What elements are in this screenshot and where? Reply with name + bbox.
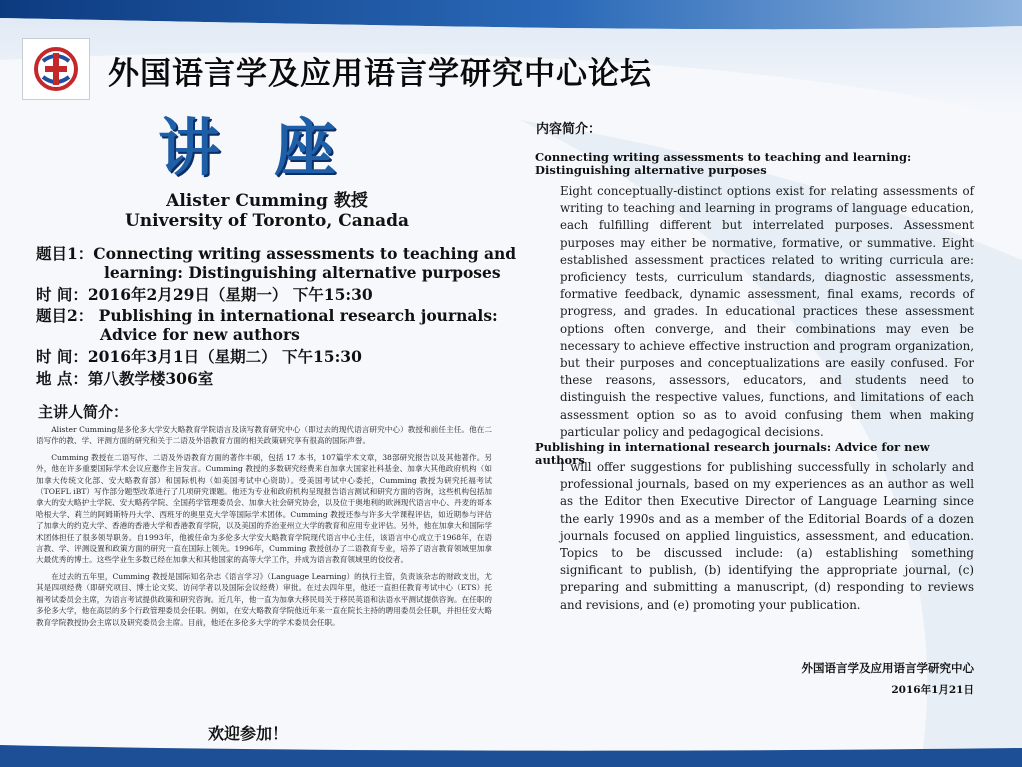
topic1-line2: learning: Distinguishing alternative purposes [104,263,501,282]
welcome-text: 欢迎参加！ [208,724,289,743]
topic1-line1: 题目1：Connecting writing assessments to teaching and [36,244,517,263]
speaker-intro-heading: 主讲人简介： [38,403,129,421]
time1: 时 间：2016年2月29日（星期一） 下午15:30 [36,285,373,304]
bio-paragraph: Alister Cumming是多伦多大学安大略教育学院语言及读写教育研究中心（即过去的现代语言研究中心）教授和前任主任。他在二语写作的教、学、评测方面的研究和关于二语及外语教育方面的相关政策研究享有很高的国际声誉。 [36,425,492,446]
location: 地 点：第八教学楼306室 [36,369,214,388]
lecture-title: 讲座 [158,111,391,184]
abstract1-body: Eight conceptually-distinct options exist for relating assessments of writing to teaching and learning in programs of language education, each fulfilling different but interrelated purposes. Assessment purposes may either be normative, formative, or summative. Eight established assessment practices related to writing curricula are: proficiency tests, curriculum standards, diagnostic assessments, formative feedback, dynamic assessment, final exams, records of progress, and grades. In educational practices these assessment options often converge, and their combinations may even be necessary to achieve effective instruction and program organization, but their purposes and conceptualizations are easily confused. For these reasons, assessors, educators, and students need to distinguish the respective values, functions, and limitations of each assessment option so as to avoid confusing them when making particular policy and pedagogical decisions. [560,184,974,439]
speaker-affiliation: University of Toronto, Canada [124,211,410,231]
time2: 时 间：2016年3月1日（星期二） 下午15:30 [36,347,362,366]
speaker-name: Alister Cumming 教授 [166,191,368,211]
logo [22,38,90,100]
bio-paragraph: Cumming 教授在二语写作、二语及外语教育方面的著作丰硕，包括 17 本书，107篇学术文章，38部研究报告以及其他著作。另外，他在许多重要国际学术会议应邀作主旨发言。Cumming 教授的多数研究经费来自加拿大国家社科基金、加拿大其他政府机构（如加拿大传统文化部、安大略教育部）和国际机构（如美国考试中心资助）。受美国考试中心委托，Cumming 教授为研究托福考试（TOEFL iBT）写作部分题型改革进行了几项研究课题。他还为专业和政府机构呈现报告语言测试和研究方面的咨询，这些机构包括加拿大的安大略护士学院、安大略药学院、全国药学管理委员会、加拿大社会研究协会，以及位于奥地利的欧洲现代语言中心、丹麦的哥本哈根大学、莉兰的阿姆斯特丹大学、西班牙的奥里克大学等国际学术团体。Cumming 教授还参与许多大学课程评估，如近期参与评估了加拿大的约克大学、香港的香港大学和香港教育学院，以及美国的乔治亚州立大学的教育和应用专业评估。另外，他在加拿大和国际学术团体担任了很多领导职务。自1993年，他被任命为多伦多大学安大略教育学院现代语言中心主任，该语言中心成立于1968年，在语言教、学、评测设置和政策方面的研究一直在国际上领先。1996年，Cumming 教授创办了二语教育专业，培养了语言教育领域里加拿大最优秀的博士。这些学业生多数已经在加拿大和其他国家的高等大学工作，并成为语言教育领域里的佼佼者。 [36,452,492,565]
topic2-line1: 题目2： Publishing in international research journals: [36,306,498,325]
forum-title: 外国语言学及应用语言学研究中心论坛 [108,56,652,92]
abstract1-title: Connecting writing assessments to teaching and learning: Distinguishing alternative purposes [535,150,912,177]
university-emblem-icon [23,39,89,99]
signature-date: 2016年1月21日 [891,684,974,696]
speaker-bio [36,424,492,633]
signature-organization: 外国语言学及应用语言学研究中心 [801,661,974,675]
abstract2-body: I will offer suggestions for publishing successfully in scholarly and professional journals, based on my experiences as an author as well as the Editor then Executive Director of Language Learning since the early 1990s and as a member of the Editorial Boards of a dozen journals focused on applied linguistics, assessment, and education. Topics to be discussed include: (a) establishing something significant to publish, (b) identifying the appropriate journal, (c) preparing and submitting a manuscript, (d) responding to reviews and revisions, and (e) promoting your publication. [560,460,974,612]
abstract2-title: Publishing in international research journals: Advice for new authors [535,440,930,467]
content-intro-heading: 内容简介： [536,122,602,137]
bio-paragraph: 在过去的五年里，Cumming 教授是国际知名杂志《语言学习》（Language Learning）的执行主管，负责该杂志的财政支出，尤其是四项经费（即研究项目、博士论文奖、访问学者以及国际会议经费）审批。在过去四年里，他还一直担任教育考试中心（ETS）托福考试委员会主席，为语言考试提供政策和研究咨询。近几年，他一直为加拿大移民局关于移民英语和法语水平测试提供咨询。在任职的多伦多大学，他在高层的多个行政管理委员会任职。例如，在安大略教育学院他近年来一直在院长主持的聘用委员会任职，并担任安大略教育学院教授协会主席以及研究委员会主席。目前，他还在多伦多大学的学术委员会任职。 [36,571,492,627]
topic2-line2: Advice for new authors [100,325,300,344]
